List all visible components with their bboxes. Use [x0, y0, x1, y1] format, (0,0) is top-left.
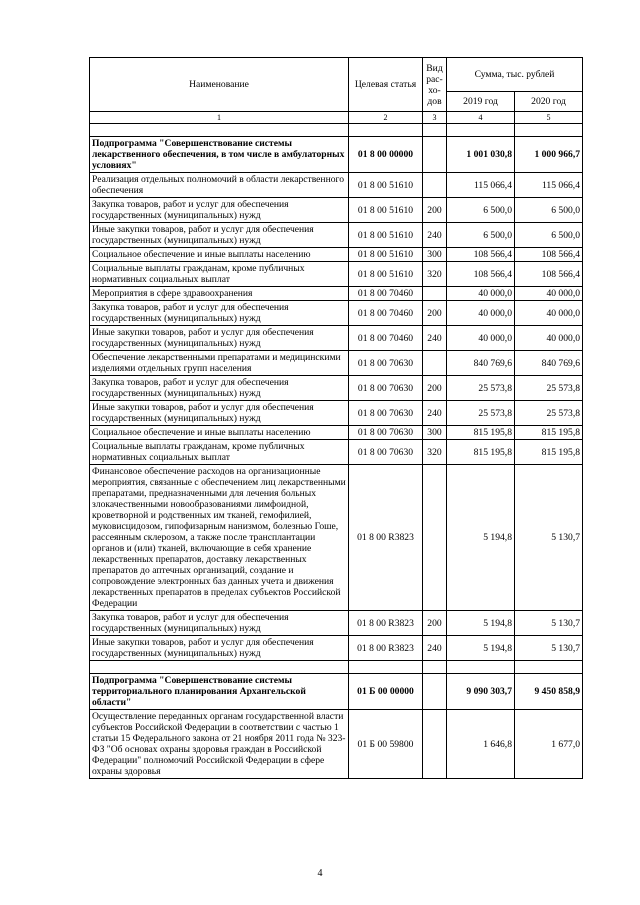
row-2020: 40 000,0 [515, 301, 583, 326]
row-name: Осуществление переданных органам государственной власти субъектов Российской Федерации в соответствии с частью 1 статьи 15 Федерального закона от 21 ноября 2011 года № 323-ФЗ "Об основах охраны здоровья граждан в Российской Федерации" полномочий Российской Федерации в сфере охраны здоровья [90, 710, 349, 779]
header-2020: 2020 год [515, 92, 583, 112]
header-2019: 2019 год [447, 92, 515, 112]
row-2020: 1 677,0 [515, 710, 583, 779]
budget-table [89, 57, 583, 779]
row-name: Социальное обеспечение и иные выплаты населению [90, 426, 349, 440]
row-vid: 200 [423, 376, 447, 401]
row-2020: 5 130,7 [515, 636, 583, 661]
row-code: 01 8 00 00000 [349, 137, 423, 173]
row-name: Социальное обеспечение и иные выплаты населению [90, 248, 349, 262]
row-2019: 6 500,0 [447, 223, 515, 248]
table-row [90, 223, 583, 248]
row-vid [423, 465, 447, 611]
table-row [90, 326, 583, 351]
row-2019: 40 000,0 [447, 301, 515, 326]
column-number: 2 [349, 112, 423, 124]
table-row [90, 674, 583, 710]
table-row [90, 287, 583, 301]
row-name: Закупка товаров, работ и услуг для обеспечения государственных (муниципальных) нужд [90, 198, 349, 223]
table-row [90, 611, 583, 636]
header-vid: Вид рас-хо-дов [423, 58, 447, 112]
row-2019: 115 066,4 [447, 173, 515, 198]
row-2020: 1 000 966,7 [515, 137, 583, 173]
row-code: 01 8 00 70460 [349, 301, 423, 326]
header-name: Наименование [90, 58, 349, 112]
row-name: Социальные выплаты гражданам, кроме публичных нормативных социальных выплат [90, 440, 349, 465]
row-vid: 200 [423, 301, 447, 326]
row-code: 01 8 00 51610 [349, 173, 423, 198]
table-row [90, 710, 583, 779]
table-row [90, 198, 583, 223]
table-row [90, 636, 583, 661]
row-2019: 6 500,0 [447, 198, 515, 223]
row-2019: 5 194,8 [447, 636, 515, 661]
row-vid: 240 [423, 401, 447, 426]
row-2019: 840 769,6 [447, 351, 515, 376]
row-2019: 815 195,8 [447, 440, 515, 465]
row-code: 01 8 00 70630 [349, 440, 423, 465]
row-vid [423, 674, 447, 710]
row-code: 01 8 00 R3823 [349, 611, 423, 636]
row-name: Закупка товаров, работ и услуг для обеспечения государственных (муниципальных) нужд [90, 301, 349, 326]
row-2019: 1 001 030,8 [447, 137, 515, 173]
row-2019: 5 194,8 [447, 465, 515, 611]
row-code: 01 8 00 R3823 [349, 465, 423, 611]
column-number: 3 [423, 112, 447, 124]
row-2020: 25 573,8 [515, 401, 583, 426]
row-code: 01 8 00 70460 [349, 326, 423, 351]
spacer-row [90, 661, 583, 674]
row-2020: 9 450 858,9 [515, 674, 583, 710]
header-target: Целевая статья [349, 58, 423, 112]
row-vid: 320 [423, 262, 447, 287]
table-row [90, 173, 583, 198]
column-number: 5 [515, 112, 583, 124]
row-2020: 6 500,0 [515, 198, 583, 223]
table-row [90, 301, 583, 326]
row-vid: 300 [423, 248, 447, 262]
column-number: 1 [90, 112, 349, 124]
row-2020: 108 566,4 [515, 262, 583, 287]
row-name: Подпрограмма "Совершенствование системы лекарственного обеспечения, в том числе в амбулаторных условиях" [90, 137, 349, 173]
row-vid: 200 [423, 198, 447, 223]
row-2020: 6 500,0 [515, 223, 583, 248]
row-name: Финансовое обеспечение расходов на организационные мероприятия, связанные с обеспечением лиц лекарственными препаратами, предназначенными для лечения больных злокачественными новообразованиями лимфоидной, кроветворной и родственных им тканей, гемофилией, муковисцидозом, гипофизарным нанизмом, болезнью Гоше, рассеянным склерозом, а также после трансплантации органов и (или) тканей, включающие в себя хранение лекарственных препаратов, доставку лекарственных препаратов до аптечных организаций, создание и сопровождение электронных баз данных учета и движения лекарственных препаратов в пределах субъектов Российской Федерации [90, 465, 349, 611]
table-row [90, 376, 583, 401]
row-2019: 815 195,8 [447, 426, 515, 440]
row-2019: 25 573,8 [447, 376, 515, 401]
row-vid [423, 173, 447, 198]
row-code: 01 8 00 70630 [349, 376, 423, 401]
row-code: 01 8 00 51610 [349, 248, 423, 262]
row-vid: 200 [423, 611, 447, 636]
row-2020: 840 769,6 [515, 351, 583, 376]
row-vid: 240 [423, 636, 447, 661]
row-name: Закупка товаров, работ и услуг для обеспечения государственных (муниципальных) нужд [90, 611, 349, 636]
row-2019: 25 573,8 [447, 401, 515, 426]
table-row [90, 351, 583, 376]
row-vid: 240 [423, 326, 447, 351]
row-2019: 108 566,4 [447, 262, 515, 287]
row-code: 01 8 00 70630 [349, 401, 423, 426]
row-name: Социальные выплаты гражданам, кроме публичных нормативных социальных выплат [90, 262, 349, 287]
row-2019: 108 566,4 [447, 248, 515, 262]
table-row [90, 440, 583, 465]
row-name: Иные закупки товаров, работ и услуг для обеспечения государственных (муниципальных) нужд [90, 223, 349, 248]
table-row [90, 465, 583, 611]
page-number: 4 [317, 868, 323, 879]
row-code: 01 8 00 70630 [349, 426, 423, 440]
row-name: Обеспечение лекарственными препаратами и медицинскими изделиями отдельных групп населения [90, 351, 349, 376]
row-code: 01 8 00 51610 [349, 198, 423, 223]
row-vid [423, 287, 447, 301]
row-2020: 40 000,0 [515, 287, 583, 301]
row-name: Иные закупки товаров, работ и услуг для обеспечения государственных (муниципальных) нужд [90, 636, 349, 661]
row-vid: 320 [423, 440, 447, 465]
row-code: 01 8 00 R3823 [349, 636, 423, 661]
row-vid: 240 [423, 223, 447, 248]
row-code: 01 Б 00 00000 [349, 674, 423, 710]
row-vid: 300 [423, 426, 447, 440]
row-2020: 40 000,0 [515, 326, 583, 351]
row-2020: 815 195,8 [515, 426, 583, 440]
row-2019: 9 090 303,7 [447, 674, 515, 710]
table-row [90, 426, 583, 440]
row-2020: 815 195,8 [515, 440, 583, 465]
row-name: Мероприятия в сфере здравоохранения [90, 287, 349, 301]
table-row [90, 248, 583, 262]
row-code: 01 8 00 51610 [349, 262, 423, 287]
row-name: Подпрограмма "Совершенствование системы территориального планирования Архангельской области" [90, 674, 349, 710]
row-2020: 115 066,4 [515, 173, 583, 198]
row-2020: 5 130,7 [515, 465, 583, 611]
row-name: Иные закупки товаров, работ и услуг для обеспечения государственных (муниципальных) нужд [90, 326, 349, 351]
row-2020: 25 573,8 [515, 376, 583, 401]
row-2019: 40 000,0 [447, 326, 515, 351]
row-vid [423, 351, 447, 376]
row-name: Закупка товаров, работ и услуг для обеспечения государственных (муниципальных) нужд [90, 376, 349, 401]
row-vid [423, 710, 447, 779]
row-code: 01 Б 00 59800 [349, 710, 423, 779]
row-vid [423, 137, 447, 173]
column-number: 4 [447, 112, 515, 124]
table-row [90, 401, 583, 426]
row-name: Иные закупки товаров, работ и услуг для обеспечения государственных (муниципальных) нужд [90, 401, 349, 426]
row-2019: 5 194,8 [447, 611, 515, 636]
row-code: 01 8 00 51610 [349, 223, 423, 248]
header-sum: Сумма, тыс. рублей [447, 58, 583, 92]
row-2020: 108 566,4 [515, 248, 583, 262]
row-2019: 1 646,8 [447, 710, 515, 779]
row-code: 01 8 00 70630 [349, 351, 423, 376]
row-name: Реализация отдельных полномочий в области лекарственного обеспечения [90, 173, 349, 198]
spacer-row [90, 124, 583, 137]
table-row [90, 137, 583, 173]
table-row [90, 262, 583, 287]
row-2019: 40 000,0 [447, 287, 515, 301]
row-2020: 5 130,7 [515, 611, 583, 636]
row-code: 01 8 00 70460 [349, 287, 423, 301]
